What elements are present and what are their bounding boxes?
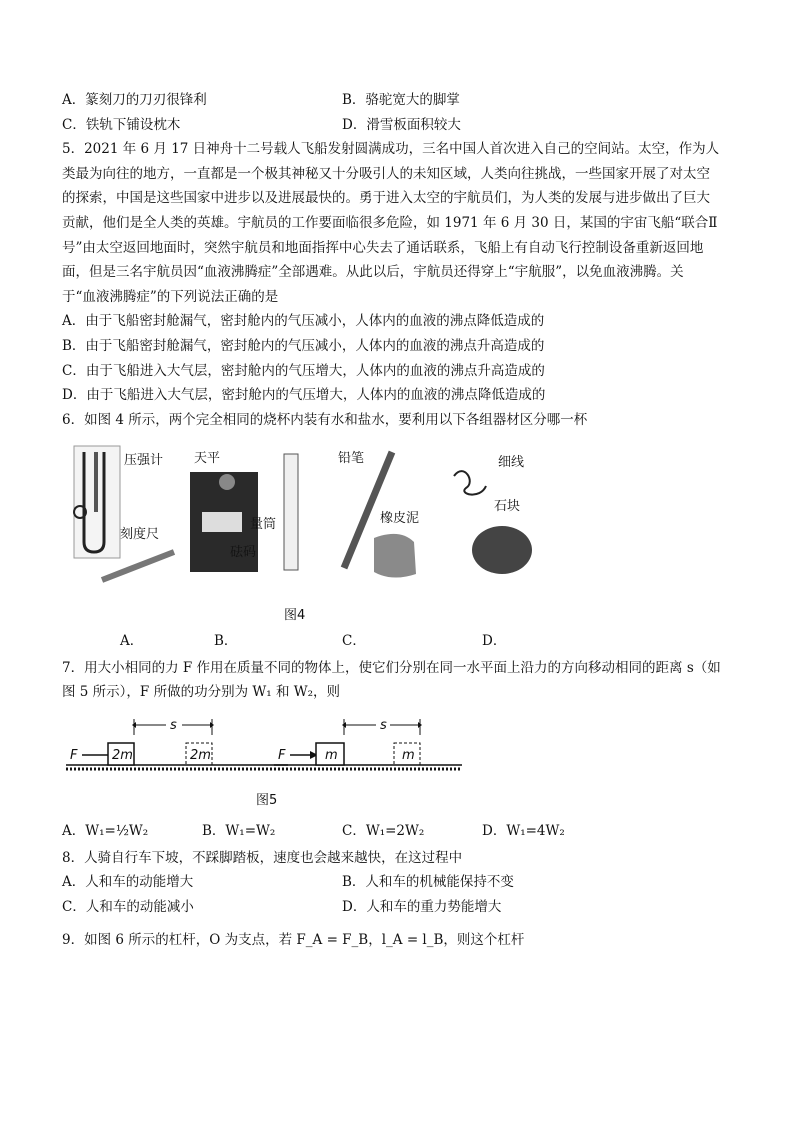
q5-stem-line: 号”由太空返回地面时，突然宇航员和地面指挥中心失去了通话联系，飞船上有自动飞行控制设备重新返回地 [62, 239, 704, 256]
label-balance: 天平 [194, 451, 221, 467]
q7-option-c: C．W₁=2W₂ [342, 823, 425, 840]
q8-option-b: B．人和车的机械能保持不变 [342, 874, 514, 891]
q4-options-row-1 [62, 88, 738, 113]
q6-stem: 6．如图 4 所示，两个完全相同的烧杯内装有水和盐水，要利用以下各组器材区分哪一杯 [62, 411, 588, 428]
q7-options [62, 819, 738, 844]
q8-option-c: C．人和车的动能减小 [62, 899, 194, 916]
label-stone: 石块 [494, 499, 521, 515]
mass-label-right: m [325, 747, 338, 763]
q7-option-a: A．W₁=½W₂ [62, 823, 149, 840]
figure-5-illustration [62, 713, 738, 785]
q5-stem [62, 137, 738, 309]
q4-option-b: B．骆驼宽大的脚掌 [342, 92, 460, 108]
label-thread: 细线 [498, 455, 525, 471]
mass-label-right-end: m [402, 747, 415, 763]
figure-5 [62, 713, 738, 785]
q7-stem-line-1: 7．用大小相同的力 F 作用在质量不同的物体上，使它们分别在同一水平面上沿力的方向移动相同的距离 s（如 [62, 659, 721, 676]
stone-illustration [472, 526, 532, 574]
figure-5-caption-text: 图5 [256, 792, 278, 808]
q5-stem-line: 5．2021 年 6 月 17 日神舟十二号载人飞船发射圆满成功，三名中国人首次进入自己的空间站。太空，作为人 [62, 141, 720, 158]
q4-option-c: C．铁轨下铺设枕木 [62, 116, 181, 133]
q6-option-d: D． [482, 632, 507, 649]
q6-options [62, 629, 738, 654]
q5-stem-line: 于“血液沸腾症”的下列说法正确的是 [62, 288, 279, 305]
q8-option-d: D．人和车的重力势能增大 [342, 899, 502, 916]
q5-stem-line: 面，但是三名宇航员因“血液沸腾症”全部遇难。从此以后，宇航员还得穿上“宇航服”，以免血液沸腾。关 [62, 264, 684, 281]
q6-option-a: A． [120, 632, 144, 649]
force-label-left: F [70, 747, 78, 763]
label-pencil: 铅笔 [338, 451, 365, 467]
mass-label-left-end: 2m [190, 747, 211, 763]
q4-option-a: A．篆刻刀的刀刃很锋利 [62, 92, 207, 108]
q9-stem: 9．如图 6 所示的杠杆，O 为支点，若 F_A = F_B，l_A = l_B，则这个杠杆 [62, 931, 525, 948]
q6-option-c: C． [342, 632, 366, 649]
figure-4-caption-text: 图4 [284, 608, 306, 624]
plasticine-illustration [374, 534, 416, 578]
q8-options-row-2 [62, 895, 738, 920]
pressure-gauge-illustration [74, 446, 120, 558]
q5-stem-line: 的探索，中国是这些国家中进步以及进展最快的。勇于进入太空的宇航员们，为人类的发展与进步做出了巨大 [62, 190, 710, 207]
q5-stem-line: 类最为向往的地方，一直都是一个极其神秘又十分吸引人的未知区域，人类向往挑战，一些国家开展了对太空 [62, 165, 710, 182]
q5-option-b: B．由于飞船密封舱漏气，密封舱内的气压减小，人体内的血液的沸点升高造成的 [62, 337, 545, 354]
figure-4-illustration [62, 442, 738, 592]
distance-label-left: s [170, 717, 177, 733]
q5-stem-line: 贡献，他们是全人类的英雄。宇航员的工作要面临很多危险，如 1971 年 6 月 30 日，某国的宇宙飞船“联合Ⅱ [62, 214, 718, 231]
label-weights: 砝码 [230, 545, 257, 561]
q8-option-a: A．人和车的动能增大 [62, 874, 194, 891]
q8-options-row-1 [62, 870, 738, 895]
q7-option-b: B．W₁=W₂ [202, 823, 276, 840]
mass-label-left: 2m [112, 747, 133, 763]
q8-stem: 8．人骑自行车下坡，不踩脚踏板，速度也会越来越快，在这过程中 [62, 849, 463, 866]
q6-option-b: B． [214, 632, 238, 649]
q7-stem-line-2: 图 5 所示），F 所做的功分别为 W₁ 和 W₂，则 [62, 684, 341, 701]
q4-options-row-2 [62, 113, 738, 138]
q5-option-a: A．由于飞船密封舱漏气，密封舱内的气压减小，人体内的血液的沸点降低造成的 [62, 313, 545, 330]
thread-illustration [454, 471, 486, 494]
q7-option-d: D．W₁=4W₂ [482, 823, 565, 840]
figure-4-caption [62, 604, 738, 629]
distance-label-right: s [380, 717, 387, 733]
q5-option-c: C．由于飞船进入大气层，密封舱内的气压增大，人体内的血液的沸点升高造成的 [62, 362, 545, 379]
q5-option-d: D．由于飞船进入大气层，密封舱内的气压增大，人体内的血液的沸点降低造成的 [62, 387, 546, 404]
label-cylinder: 量筒 [250, 517, 277, 533]
label-pressure-gauge: 压强计 [124, 453, 164, 469]
q4-option-d: D．滑雪板面积较大 [342, 116, 461, 133]
label-ruler: 刻度尺 [120, 527, 160, 543]
figure-4 [62, 442, 738, 592]
force-label-right: F [278, 747, 286, 763]
label-plasticine: 橡皮泥 [380, 511, 420, 527]
figure-5-caption [62, 789, 738, 814]
measuring-cylinder-illustration [284, 454, 298, 570]
exam-page [62, 86, 738, 952]
